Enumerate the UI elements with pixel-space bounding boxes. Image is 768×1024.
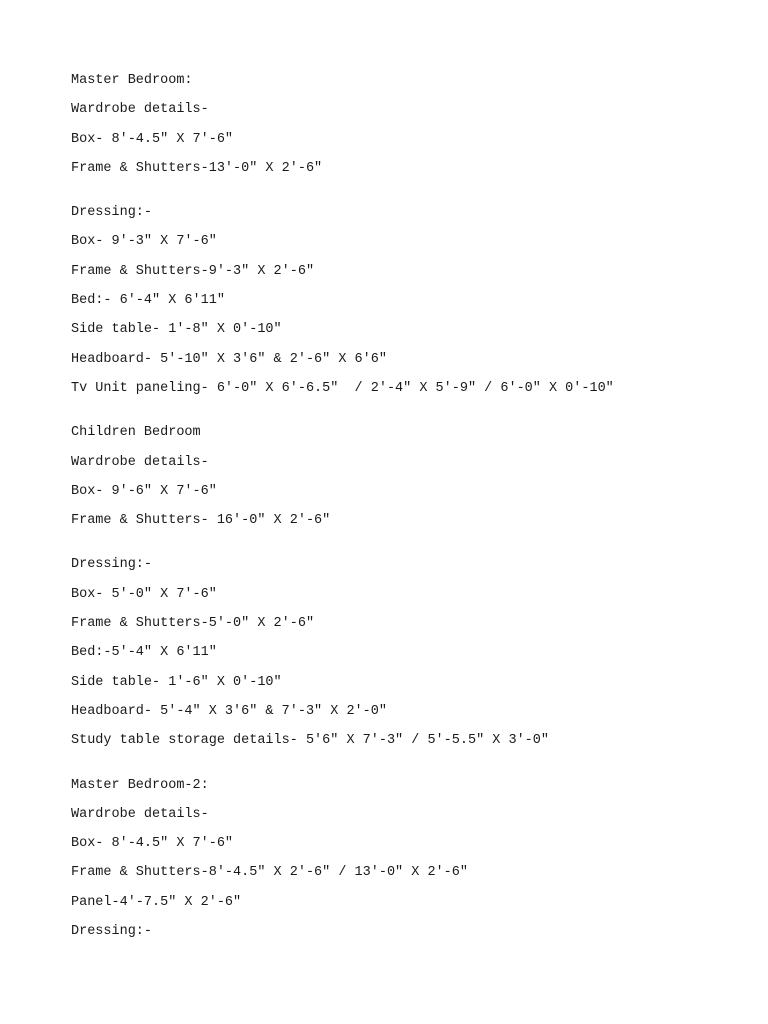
children-bedroom-dressing-section (71, 550, 751, 755)
children-bedroom-wardrobe-section (71, 418, 751, 535)
section-heading: Master Bedroom-2: (71, 777, 209, 793)
measurement-line: Tv Unit paneling- 6'-0" X 6'-6.5" / 2'-4" X 5'-9" / 6'-0" X 0'-10" (71, 380, 614, 396)
measurement-line: Box- 8'-4.5" X 7'-6" (71, 131, 234, 147)
measurement-line: Frame & Shutters-13'-0" X 2'-6" (71, 160, 323, 176)
subheading: Wardrobe details- (71, 454, 209, 470)
measurement-line: Panel-4'-7.5" X 2'-6" (71, 894, 242, 910)
measurement-line: Frame & Shutters- 16'-0" X 2'-6" (71, 513, 331, 529)
measurement-line: Side table- 1'-8" X 0'-10" (71, 322, 282, 338)
section-heading: Children Bedroom (71, 425, 201, 441)
master-bedroom-dressing-section (71, 198, 751, 403)
measurement-line: Frame & Shutters-8'-4.5" X 2'-6" / 13'-0" X 2'-6" (71, 865, 468, 881)
subheading: Dressing:- (71, 557, 153, 573)
subheading: Wardrobe details- (71, 102, 209, 118)
measurement-line: Box- 9'-6" X 7'-6" (71, 483, 217, 499)
measurement-line: Box- 5'-0" X 7'-6" (71, 586, 217, 602)
measurement-line: Bed:-5'-4" X 6'11" (71, 645, 217, 661)
master-bedroom-2-section (71, 771, 751, 947)
subheading: Dressing:- (71, 924, 153, 940)
measurement-line: Box- 9'-3" X 7'-6" (71, 234, 217, 250)
subheading: Wardrobe details- (71, 806, 209, 822)
measurement-line: Study table storage details- 5'6" X 7'-3" / 5'-5.5" X 3'-0" (71, 733, 549, 749)
measurement-line: Headboard- 5'-10" X 3'6" & 2'-6" X 6'6" (71, 351, 387, 367)
section-heading: Master Bedroom: (71, 73, 193, 88)
measurement-line: Frame & Shutters-5'-0" X 2'-6" (71, 616, 315, 632)
measurement-line: Frame & Shutters-9'-3" X 2'-6" (71, 263, 315, 279)
measurement-line: Headboard- 5'-4" X 3'6" & 7'-3" X 2'-0" (71, 703, 387, 719)
master-bedroom-wardrobe-section (71, 66, 751, 183)
measurement-line: Bed:- 6'-4" X 6'11" (71, 293, 225, 309)
subheading: Dressing:- (71, 205, 153, 221)
document-page (71, 66, 751, 946)
measurement-line: Box- 8'-4.5" X 7'-6" (71, 836, 234, 852)
measurement-line: Side table- 1'-6" X 0'-10" (71, 674, 282, 690)
